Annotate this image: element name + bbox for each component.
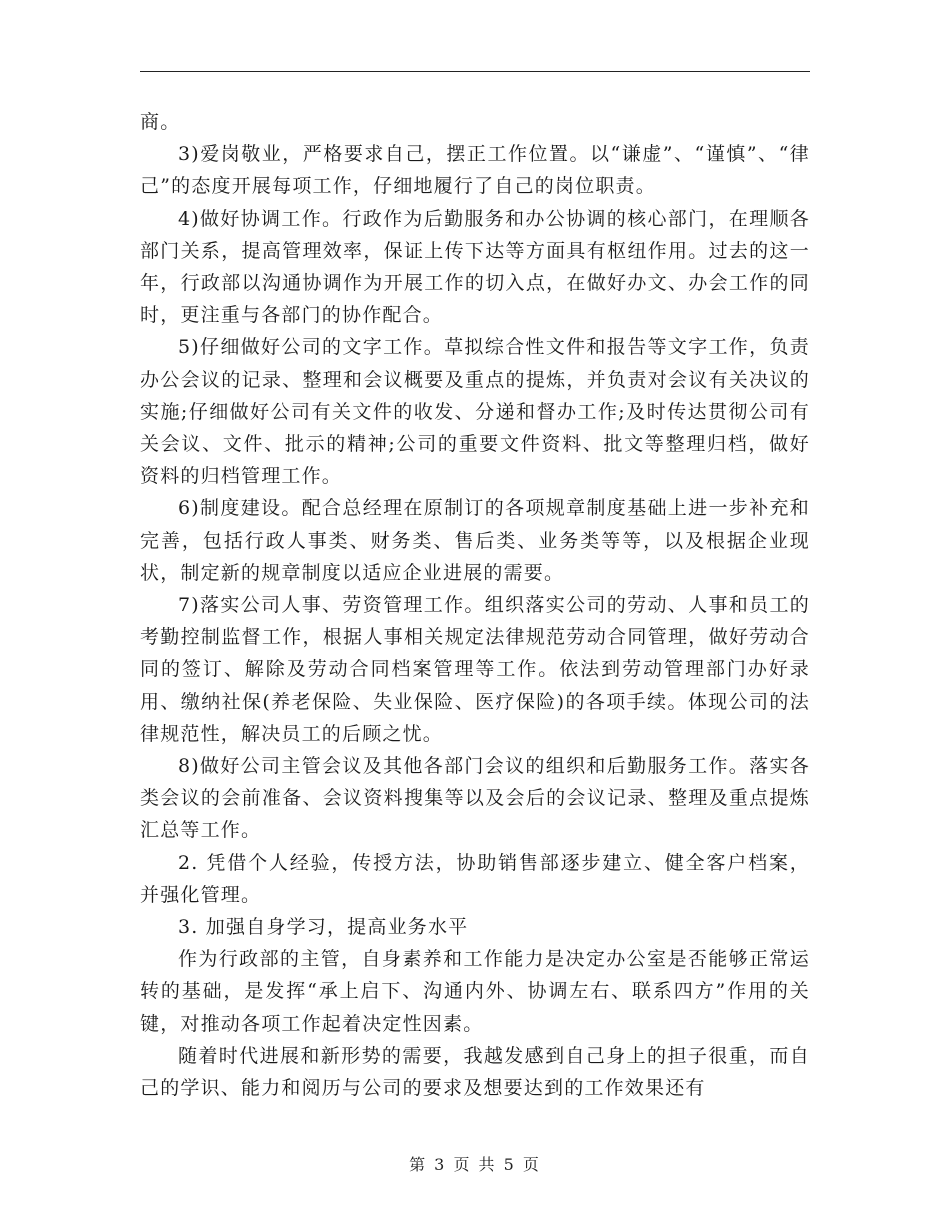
paragraph-section-2: 2. 凭借个人经验，传授方法，协助销售部逐步建立、健全客户档案，并强化管理。 (140, 851, 810, 906)
paragraph-item-4: 4)做好协调工作。行政作为后勤服务和办公协调的核心部门，在理顺各部门关系，提高管理效率，保证上传下达等方面具有枢纽作用。过去的这一年，行政部以沟通协调作为开展工作的切入点，在做好办文、办会工作的同时，更注重与各部门的协作配合。 (140, 207, 810, 327)
paragraph-section-3-body: 作为行政部的主管，自身素养和工作能力是决定办公室是否能够正常运转的基础，是发挥“承上启下、沟通内外、协调左右、联系四方”作用的关键，对推动各项工作起着决定性因素。 (140, 948, 810, 1035)
paragraph-section-3-closing: 随着时代进展和新形势的需要，我越发感到自己身上的担子很重，而自己的学识、能力和阅历与公司的要求及想要达到的工作效果还有 (140, 1044, 810, 1100)
document-body (140, 106, 810, 1104)
page-number-footer: 第 3 页 共 5 页 (409, 1155, 541, 1174)
paragraph-section-3-heading: 3. 加强自身学习，提高业务水平 (178, 916, 469, 939)
paragraph-item-3: 3)爱岗敬业，严格要求自己，摆正工作位置。以“谦虚”、“谨慎”、“律己”的态度开展每项工作，仔细地履行了自己的岗位职责。 (140, 143, 810, 198)
header-rule (140, 71, 810, 72)
paragraph-continuation: 商。 (140, 111, 181, 133)
paragraph-item-5: 5)仔细做好公司的文字工作。草拟综合性文件和报告等文字工作，负责办公会议的记录、整理和会议概要及重点的提炼，并负责对会议有关决议的实施;仔细做好公司有关文件的收发、分递和督办工作;及时传达贯彻公司有关会议、文件、批示的精神;公司的重要文件资料、批文等整理归档，做好资料的归档管理工作。 (140, 336, 810, 488)
paragraph-item-6: 6)制度建设。配合总经理在原制订的各项规章制度基础上进一步补充和完善，包括行政人事类、财务类、售后类、业务类等等，以及根据企业现状，制定新的规章制度以适应企业进展的需要。 (140, 497, 810, 584)
paragraph-item-7: 7)落实公司人事、劳资管理工作。组织落实公司的劳动、人事和员工的考勤控制监督工作，根据人事相关规定法律规范劳动合同管理，做好劳动合同的签订、解除及劳动合同档案管理等工作。依法到劳动管理部门办好录用、缴纳社保(养老保险、失业保险、医疗保险)的各项手续。体现公司的法律规范性，解决员工的后顾之忧。 (140, 594, 810, 745)
paragraph-item-8: 8)做好公司主管会议及其他各部门会议的组织和后勤服务工作。落实各类会议的会前准备、会议资料搜集等以及会后的会议记录、整理及重点提炼汇总等工作。 (140, 755, 810, 842)
